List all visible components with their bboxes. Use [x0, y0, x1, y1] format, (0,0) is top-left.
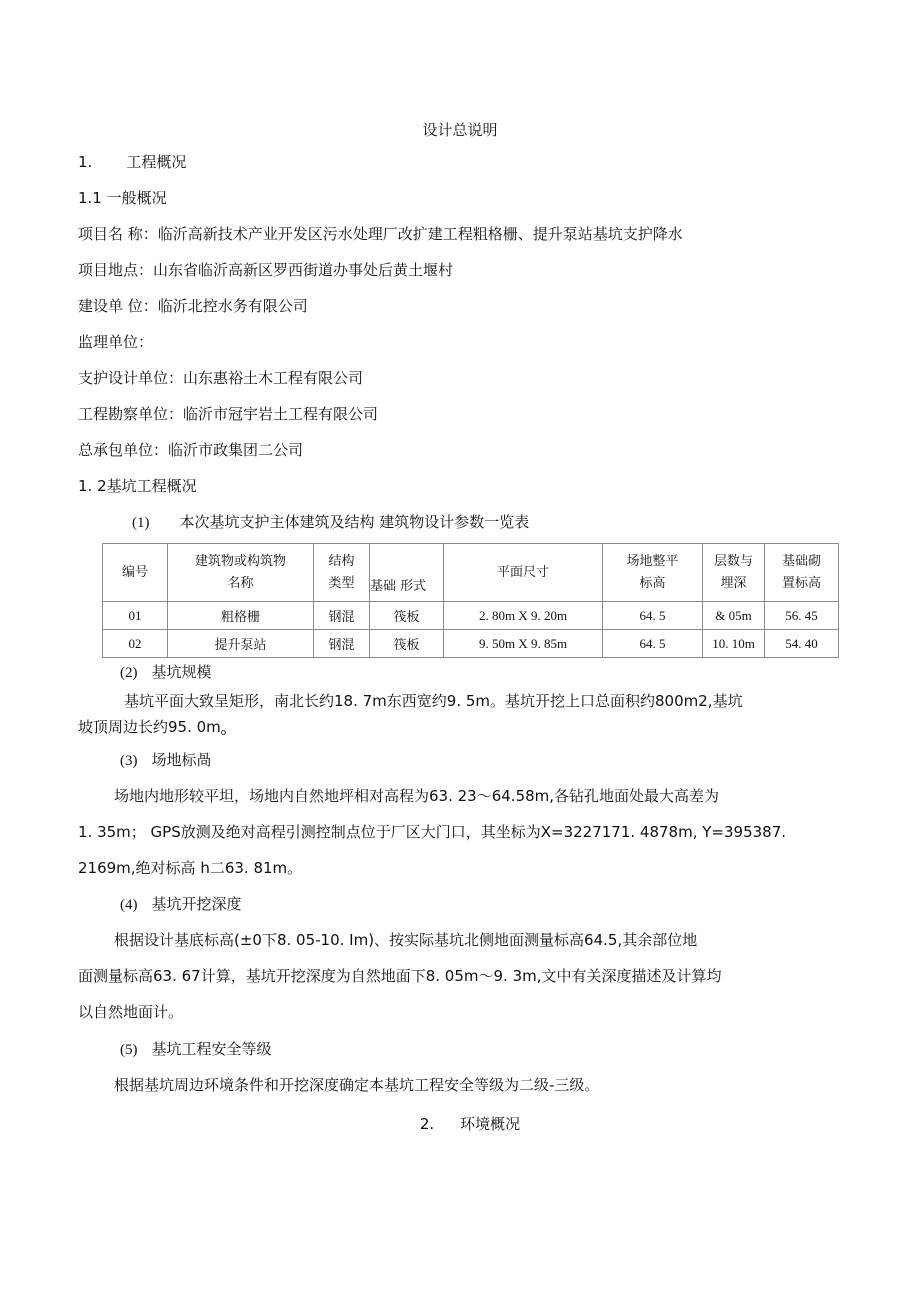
item-label: 基坑开挖深度: [151, 895, 242, 913]
header-cell: 结构 类型: [314, 544, 370, 602]
item-label: 基坑规模: [151, 663, 212, 681]
subsection-1-1-heading: 1.1 一般概况: [78, 189, 167, 207]
field-general-contractor: [78, 440, 303, 460]
field-value: 临沂北控水务有限公司: [157, 297, 308, 315]
item-label: 基坑工程安全等级: [151, 1040, 272, 1058]
field-label: 工程勘察单位：: [78, 405, 184, 423]
item-number: (5): [120, 1042, 138, 1058]
field-value: 临沂市冠宇岩土工程有限公司: [183, 405, 379, 423]
header-cell: 场地整平 标高: [603, 544, 703, 602]
header-cell: 平面尺寸: [444, 544, 603, 602]
table-cell: 钢混: [314, 630, 370, 658]
paragraph-4-line: 面测量标高63. 67计算，基坑开挖深度为自然地面下8. 05m～9. 3m,文中有关深度描述及计算均: [78, 967, 722, 985]
section-number: 2.: [419, 1115, 435, 1133]
item-number: (3): [120, 753, 138, 769]
item-1-heading: [132, 512, 529, 533]
paragraph-3-line: 场地内地形较平坦，场地内自然地坪相对高程为63. 23～64.58m,各钻孔地面处最大高差为: [114, 787, 720, 805]
item-number: (2): [120, 665, 138, 681]
field-project-location: [78, 260, 453, 280]
table-row: [103, 630, 839, 658]
table-cell: 10. 10m: [703, 630, 765, 658]
field-supervision-unit: [78, 332, 153, 352]
item-label: 场地标咼: [151, 751, 212, 769]
field-project-name: [78, 224, 683, 244]
table-cell: 64. 5: [603, 630, 703, 658]
field-value: 临沂高新技术产业开发区污水处理厂改扩建工程粗格栅、提升泵站基坑支护降水: [157, 225, 683, 243]
item-3-heading: [120, 750, 212, 771]
table-cell: & 05m: [703, 602, 765, 630]
field-label: 建设单 位：: [78, 297, 158, 315]
section-label: 工程概况: [126, 153, 187, 171]
paragraph-5: 根据基坑周边环境条件和开挖深度确定本基坑工程安全等级为二级-三级。: [114, 1076, 600, 1094]
section-number: 1.: [78, 153, 93, 171]
header-cell: 建筑物或构筑物 名称: [168, 544, 314, 602]
table-row: [103, 602, 839, 630]
table-cell: 提升泵站: [168, 630, 314, 658]
paragraph-3-line: 1. 35m； GPS放测及绝对高程引测控制点位于厂区大门口，其坐标为X=3227171. 4878m, Y=395387.: [78, 823, 787, 841]
field-value: 山东惠裕土木工程有限公司: [183, 369, 364, 387]
table-cell: 01: [103, 602, 168, 630]
field-label: 项目名 称：: [78, 225, 158, 243]
item-4-heading: [120, 894, 242, 915]
table-cell: 粗格栅: [168, 602, 314, 630]
section-label: 环境概况: [460, 1115, 521, 1133]
item-2-heading: [120, 662, 212, 683]
item-5-heading: [120, 1039, 272, 1060]
table-cell: 9. 50m X 9. 85m: [444, 630, 603, 658]
field-value: 山东省临沂高新区罗西街道办事处后黄土堰村: [153, 261, 454, 279]
header-cell: 编号: [103, 544, 168, 602]
table-cell: 54. 40: [765, 630, 839, 658]
table-cell: 钢混: [314, 602, 370, 630]
paragraph-3-line: 2169m,绝对标高 h二63. 81m。: [78, 859, 303, 877]
paragraph-4-line: 根据设计基底标高(±0下8. 05-10. Im)、按实际基坑北侧地面测量标高64.5,其余部位地: [114, 931, 698, 949]
paragraph-2-line: 基坑平面大致呈矩形，南北长约18. 7m东西宽约9. 5m。基坑开挖上口总面积约800m2,基坑: [124, 692, 743, 710]
document-title: 设计总说明: [422, 123, 498, 139]
field-label: 项目地点：: [78, 261, 154, 279]
table-cell: 2. 80m X 9. 20m: [444, 602, 603, 630]
paragraph-4-line: 以自然地面计。: [78, 1003, 184, 1021]
table-cell: 筏板: [370, 630, 444, 658]
header-cell: 层数与 埋深: [703, 544, 765, 602]
subsection-1-2-heading: 1. 2基坑工程概况: [78, 477, 197, 495]
table-cell: 筏板: [370, 602, 444, 630]
design-parameter-table: [102, 543, 839, 658]
field-label: 支护设计单位：: [78, 369, 184, 387]
field-value: 临沂市政集团二公司: [168, 441, 304, 459]
item-number: (1): [132, 515, 150, 531]
field-label: 监理单位：: [78, 333, 154, 351]
item-number: (4): [120, 897, 138, 913]
table-header-row: [103, 544, 839, 602]
item-label: 本次基坑支护主体建筑及结构 建筑物设计参数一览表: [179, 513, 530, 531]
section-2-heading: [0, 1113, 920, 1134]
section-1-heading: [78, 152, 186, 172]
table-cell: 64. 5: [603, 602, 703, 630]
header-cell: 基础 形式: [370, 544, 444, 602]
table-cell: 56. 45: [765, 602, 839, 630]
table-cell: 02: [103, 630, 168, 658]
paragraph-2-line: 坡顶周边长约95. $0m_o$: [78, 718, 227, 738]
field-survey-unit: [78, 404, 378, 424]
header-cell: 基础砌 置标高: [765, 544, 839, 602]
field-label: 总承包单位：: [78, 441, 169, 459]
field-support-design-unit: [78, 368, 363, 388]
field-construction-unit: [78, 296, 308, 316]
